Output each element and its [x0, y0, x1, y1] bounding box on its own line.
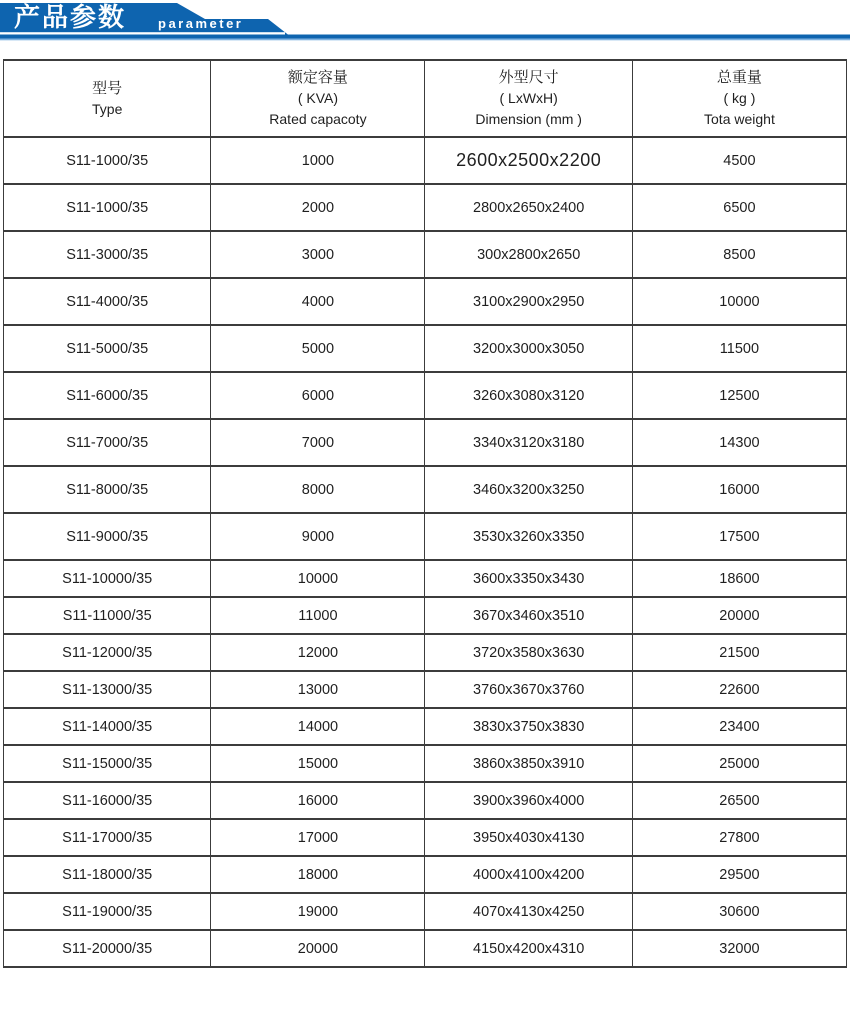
cell-type: S11-6000/35	[4, 372, 211, 419]
header-capacity-unit: ( KVA)	[297, 90, 339, 106]
cell-dimension: 3200x3000x3050	[425, 325, 632, 372]
table-row	[4, 634, 847, 671]
cell-dimension: 3950x4030x4130	[425, 819, 632, 856]
cell-dimension: 3460x3200x3250	[425, 466, 632, 513]
cell-type: S11-18000/35	[4, 856, 211, 893]
header-type-en: Type	[92, 100, 123, 117]
cell-dimension: 3100x2900x2950	[425, 278, 632, 325]
cell-capacity: 19000	[211, 893, 425, 930]
cell-weight: 22600	[632, 671, 846, 708]
banner	[0, 0, 850, 44]
cell-weight: 26500	[632, 782, 846, 819]
header-dimension	[425, 60, 632, 137]
cell-capacity: 5000	[211, 325, 425, 372]
cell-dimension: 3260x3080x3120	[425, 372, 632, 419]
cell-capacity: 18000	[211, 856, 425, 893]
cell-weight: 20000	[632, 597, 846, 634]
table-row	[4, 819, 847, 856]
cell-weight: 6500	[632, 184, 846, 231]
cell-dimension: 2600x2500x2200	[425, 137, 632, 184]
cell-capacity: 3000	[211, 231, 425, 278]
cell-type: S11-4000/35	[4, 278, 211, 325]
cell-weight: 23400	[632, 708, 846, 745]
cell-capacity: 8000	[211, 466, 425, 513]
table-row	[4, 278, 847, 325]
table-row	[4, 782, 847, 819]
header-weight-unit: ( kg )	[723, 90, 756, 106]
cell-capacity: 4000	[211, 278, 425, 325]
cell-weight: 27800	[632, 819, 846, 856]
banner-gap	[0, 32, 285, 34]
cell-weight: 14300	[632, 419, 846, 466]
table-row	[4, 708, 847, 745]
cell-dimension: 3900x3960x4000	[425, 782, 632, 819]
table-row	[4, 893, 847, 930]
cell-capacity: 12000	[211, 634, 425, 671]
table-row	[4, 513, 847, 560]
cell-capacity: 11000	[211, 597, 425, 634]
cell-capacity: 7000	[211, 419, 425, 466]
cell-capacity: 16000	[211, 782, 425, 819]
banner-title: 产品参数	[14, 2, 127, 32]
cell-type: S11-1000/35	[4, 184, 211, 231]
header-capacity	[211, 60, 425, 137]
table-row	[4, 231, 847, 278]
table-body	[4, 137, 847, 967]
parameter-table	[3, 59, 847, 968]
table-row	[4, 745, 847, 782]
cell-dimension: 4000x4100x4200	[425, 856, 632, 893]
cell-type: S11-17000/35	[4, 819, 211, 856]
cell-type: S11-3000/35	[4, 231, 211, 278]
table-row	[4, 419, 847, 466]
cell-dimension: 4150x4200x4310	[425, 930, 632, 967]
cell-type: S11-13000/35	[4, 671, 211, 708]
cell-dimension: 3830x3750x3830	[425, 708, 632, 745]
table-row	[4, 372, 847, 419]
cell-capacity: 2000	[211, 184, 425, 231]
cell-type: S11-16000/35	[4, 782, 211, 819]
cell-type: S11-15000/35	[4, 745, 211, 782]
table-row	[4, 930, 847, 967]
banner-underline-light	[0, 39, 850, 41]
banner-subtitle: parameter	[158, 16, 244, 31]
cell-weight: 8500	[632, 231, 846, 278]
table-row	[4, 184, 847, 231]
cell-weight: 18600	[632, 560, 846, 597]
cell-capacity: 20000	[211, 930, 425, 967]
cell-weight: 16000	[632, 466, 846, 513]
cell-type: S11-10000/35	[4, 560, 211, 597]
cell-type: S11-14000/35	[4, 708, 211, 745]
banner-shape	[0, 0, 850, 44]
cell-weight: 25000	[632, 745, 846, 782]
cell-type: S11-1000/35	[4, 137, 211, 184]
cell-type: S11-9000/35	[4, 513, 211, 560]
cell-weight: 29500	[632, 856, 846, 893]
cell-weight: 32000	[632, 930, 846, 967]
cell-type: S11-20000/35	[4, 930, 211, 967]
table-row	[4, 325, 847, 372]
table-row	[4, 671, 847, 708]
cell-capacity: 6000	[211, 372, 425, 419]
table-row	[4, 597, 847, 634]
table-row	[4, 466, 847, 513]
cell-capacity: 9000	[211, 513, 425, 560]
cell-type: S11-12000/35	[4, 634, 211, 671]
header-weight	[632, 60, 846, 137]
header-capacity-en: Rated capacoty	[269, 111, 367, 127]
cell-type: S11-11000/35	[4, 597, 211, 634]
cell-weight: 11500	[632, 325, 846, 372]
cell-capacity: 1000	[211, 137, 425, 184]
header-weight-en: Tota weight	[704, 111, 775, 127]
cell-dimension: 4070x4130x4250	[425, 893, 632, 930]
cell-capacity: 15000	[211, 745, 425, 782]
cell-dimension: 300x2800x2650	[425, 231, 632, 278]
cell-capacity: 13000	[211, 671, 425, 708]
header-type-zh: 型号	[92, 79, 123, 97]
cell-dimension: 3340x3120x3180	[425, 419, 632, 466]
cell-weight: 12500	[632, 372, 846, 419]
cell-capacity: 14000	[211, 708, 425, 745]
cell-dimension: 3720x3580x3630	[425, 634, 632, 671]
cell-dimension: 3760x3670x3760	[425, 671, 632, 708]
cell-type: S11-19000/35	[4, 893, 211, 930]
cell-dimension: 3670x3460x3510	[425, 597, 632, 634]
header-dimension-unit: ( LxWxH)	[499, 90, 558, 106]
banner-underline-dark	[0, 35, 850, 39]
table-header-row	[4, 60, 847, 137]
cell-weight: 17500	[632, 513, 846, 560]
header-capacity-zh: 额定容量	[287, 69, 348, 86]
header-type	[4, 60, 211, 137]
cell-dimension: 2800x2650x2400	[425, 184, 632, 231]
header-weight-zh: 总重量	[716, 69, 762, 86]
cell-weight: 10000	[632, 278, 846, 325]
cell-type: S11-7000/35	[4, 419, 211, 466]
cell-dimension: 3530x3260x3350	[425, 513, 632, 560]
table-row	[4, 137, 847, 184]
table-row	[4, 560, 847, 597]
cell-capacity: 17000	[211, 819, 425, 856]
cell-dimension: 3860x3850x3910	[425, 745, 632, 782]
header-dimension-zh: 外型尺寸	[498, 69, 559, 86]
cell-weight: 30600	[632, 893, 846, 930]
cell-dimension: 3600x3350x3430	[425, 560, 632, 597]
cell-type: S11-8000/35	[4, 466, 211, 513]
cell-type: S11-5000/35	[4, 325, 211, 372]
header-dimension-en: Dimension (mm )	[475, 111, 582, 127]
cell-capacity: 10000	[211, 560, 425, 597]
cell-weight: 4500	[632, 137, 846, 184]
table-row	[4, 856, 847, 893]
cell-weight: 21500	[632, 634, 846, 671]
